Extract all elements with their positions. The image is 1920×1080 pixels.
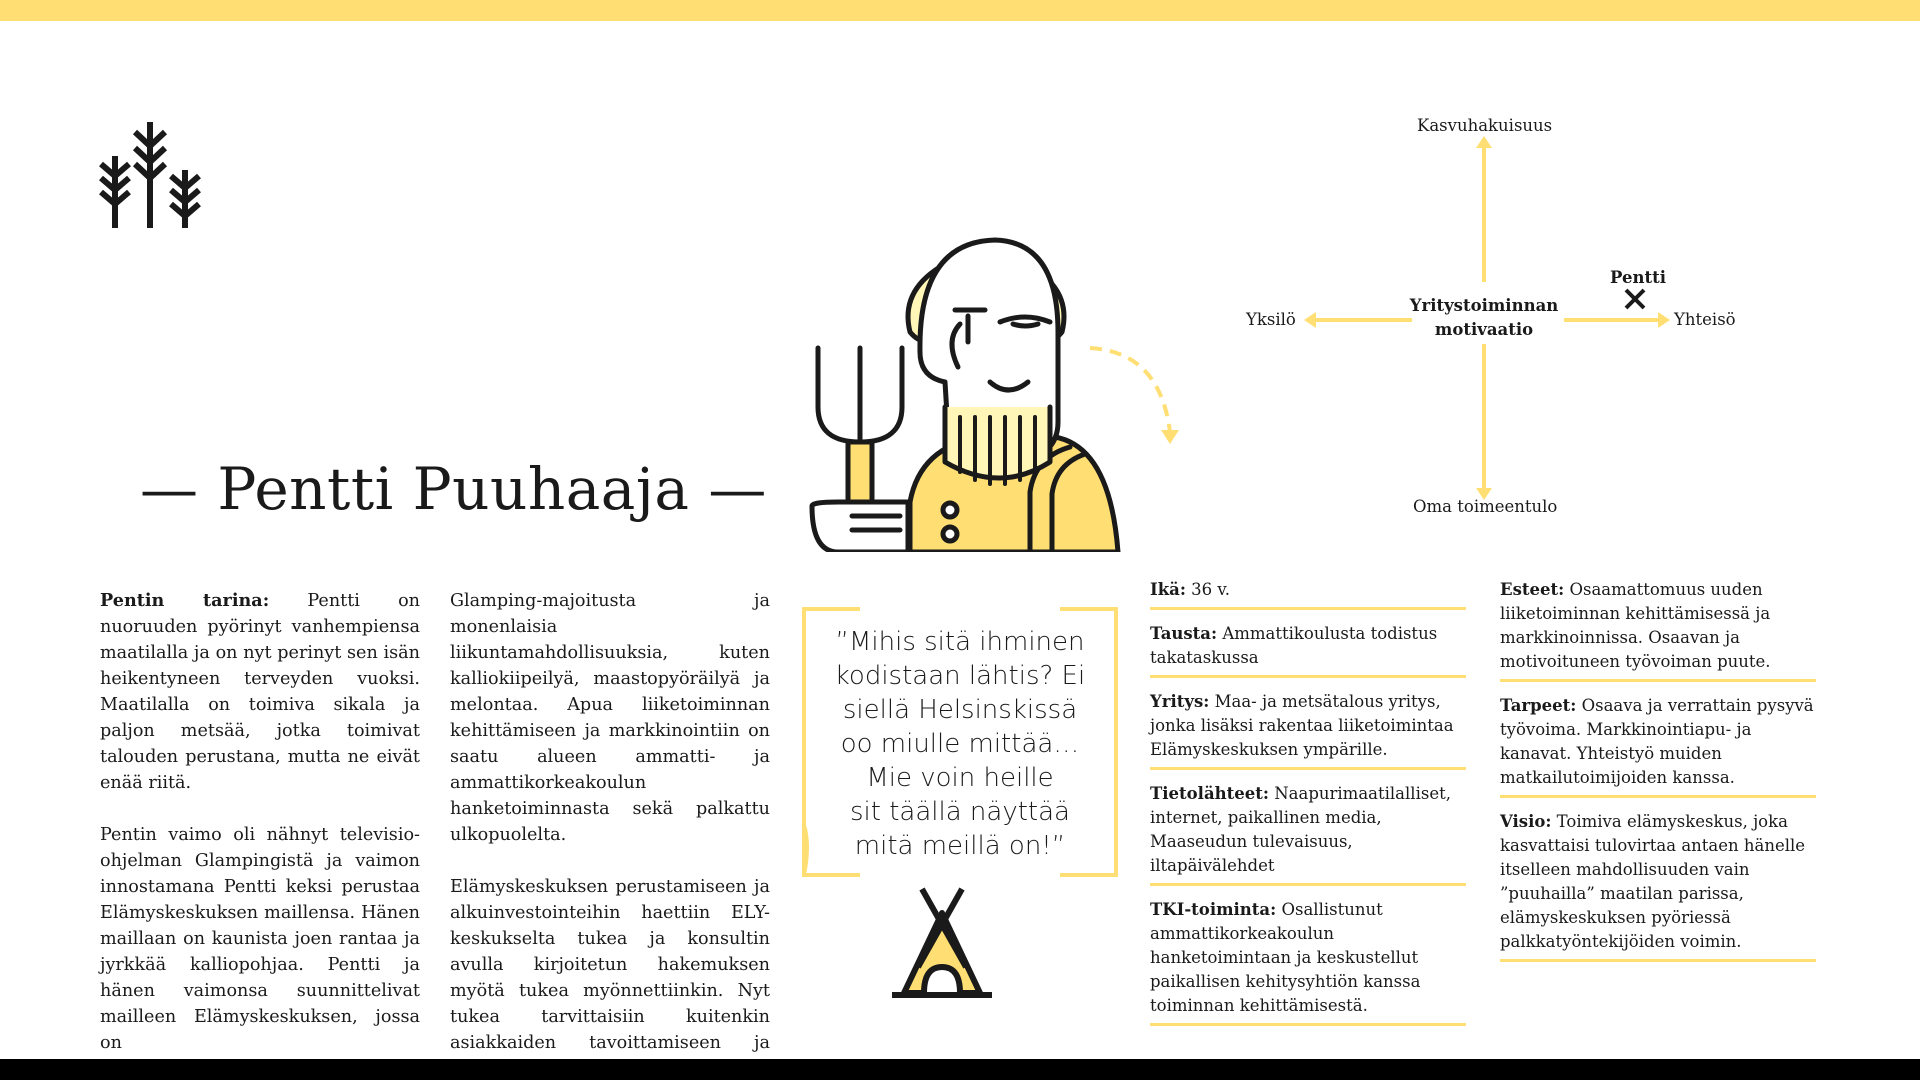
info-text: Naapurimaatilalliset, internet, paikallinen media, Maaseudun tulevaisuus, iltapäivälehdet xyxy=(1150,784,1451,875)
center-line-1: Yritystoiminnan xyxy=(1409,296,1559,315)
quote-box xyxy=(800,605,1120,885)
diagram-center-label xyxy=(1409,294,1559,342)
info-item-sources xyxy=(1150,782,1466,886)
info-item-vision xyxy=(1500,810,1816,962)
persona-title: — Pentti Puuhaaja — xyxy=(140,455,767,523)
info-column-left xyxy=(1150,578,1466,1038)
x-marker-icon xyxy=(1626,290,1644,308)
story-column-2 xyxy=(450,588,770,1080)
axis-right-label: Yhteisö xyxy=(1674,310,1736,329)
pentti-marker-label: Pentti xyxy=(1610,268,1666,287)
story-paragraph-4: Elämyskeskuksen perustamiseen ja alkuinvestointeihin haettiin ELY-keskukselta tukea ja konsultin avulla kirjoitetun hakemuksen myötä tukea myönnettiinkin. Nyt tukea tarvittaisiin kuitenkin asiakkaiden tavoittamiseen ja xyxy=(450,877,770,1053)
bottom-bar xyxy=(0,1059,1920,1080)
info-item-obstacles xyxy=(1500,578,1816,682)
quote-line: oo miulle mittää… xyxy=(840,729,1080,759)
story-label: Pentin tarina: xyxy=(100,590,270,611)
info-label: Tarpeet: xyxy=(1500,696,1577,715)
info-item-rdi xyxy=(1150,898,1466,1026)
info-item-age xyxy=(1150,578,1466,610)
info-column-right xyxy=(1500,578,1816,974)
info-item-background xyxy=(1150,622,1466,678)
quote-text xyxy=(820,625,1100,863)
info-label: Visio: xyxy=(1500,812,1552,831)
axis-bottom-label: Oma toimeentulo xyxy=(1413,497,1558,516)
info-text: Maa- ja metsätalous yritys, jonka lisäksi rakentaa liiketoimintaa Elämyskeskuksen ympärille. xyxy=(1150,692,1454,759)
story-text-1: Pentti on nuoruuden pyörinyt vanhempiensa maatilalla ja on nyt perinyt sen isän heikentyneen terveyden vuoksi. Maatilalla on toimiva sikala ja paljon metsää, jotka toimivat talouden perustana, mutta ne eivät enää riitä. xyxy=(100,591,420,793)
info-label: Ikä: xyxy=(1150,580,1186,599)
farmer-with-pitchfork-icon xyxy=(800,232,1200,552)
info-label: Esteet: xyxy=(1500,580,1565,599)
story-column-1 xyxy=(100,588,420,1080)
quote-line: mitä meillä on!” xyxy=(854,831,1066,861)
axis-top-label: Kasvuhakuisuus xyxy=(1417,116,1553,135)
axis-left-label: Yksilö xyxy=(1246,310,1296,329)
info-text: Osaamattomuus uuden liiketoiminnan kehittämisessä ja markkinoinnissa. Osaavan ja motivoituneen työvoiman puute. xyxy=(1500,580,1771,671)
center-line-2: motivaatio xyxy=(1434,320,1534,339)
tent-icon xyxy=(892,885,992,1001)
quote-line: ”Mihis sitä ihminen xyxy=(835,627,1085,657)
quote-line: sit täällä näyttää xyxy=(850,797,1070,827)
info-label: Yritys: xyxy=(1150,692,1210,711)
info-text: Ammattikoulusta todistus takataskussa xyxy=(1150,624,1438,667)
info-item-company xyxy=(1150,690,1466,770)
quote-line: Mie voin heille xyxy=(866,763,1054,793)
info-label: Tietolähteet: xyxy=(1150,784,1269,803)
info-text: Toimiva elämyskeskus, joka kasvattaisi tulovirtaa antaen hänelle itselleen mahdollisuuden vain ”puuhailla” maatilan parissa, elämyskeskuksen pyöriessä palkkatyöntekijöiden voimin. xyxy=(1500,812,1806,951)
top-accent-bar xyxy=(0,0,1920,21)
info-label: TKI-toiminta: xyxy=(1150,900,1277,919)
quote-line: kodistaan lähtis? Ei xyxy=(834,661,1086,691)
pine-trees-icon xyxy=(97,118,203,230)
info-text: 36 v. xyxy=(1185,580,1231,599)
info-item-needs xyxy=(1500,694,1816,798)
story-paragraph-1 xyxy=(100,588,420,796)
quote-line: siellä Helsinskissä xyxy=(842,695,1078,725)
story-paragraph-3: Glamping-majoitusta ja monenlaisia liikuntamahdollisuuksia, kuten kalliokiipeilyä, maastopyöräilyä ja melontaa. Apua liiketoiminnan kehittämiseen ja markkinointiin on saatu alueen ammatti- ja ammattikorkeakoulun hanketoiminnasta sekä palkattu ulkopuolelta. xyxy=(450,591,770,845)
info-label: Tausta: xyxy=(1150,624,1218,643)
story-paragraph-2: Pentin vaimo oli nähnyt televisio-ohjelman Glampingistä ja vaimon innostamana Pentti keksi perustaa Elämyskeskuksen maillensa. Hänen maillaan on kaunista joen rantaa ja jyrkkää kalliopohjaa. Pentti ja hänen vaimonsa suunnittelivat mailleen Elämyskeskuksen, jossa on xyxy=(100,825,420,1053)
info-text: Osaava ja verrattain pysyvä työvoima. Markkinointiapu- ja kanavat. Yhteistyö muiden matkailutoimijoiden kanssa. xyxy=(1500,696,1814,787)
motivation-diagram xyxy=(1220,110,1780,530)
info-text: Osallistunut ammattikorkeakoulun hanketoimintaan ja keskustellut paikallisen kehitysyhtiön kanssa toiminnan kehittämisestä. xyxy=(1150,900,1421,1015)
